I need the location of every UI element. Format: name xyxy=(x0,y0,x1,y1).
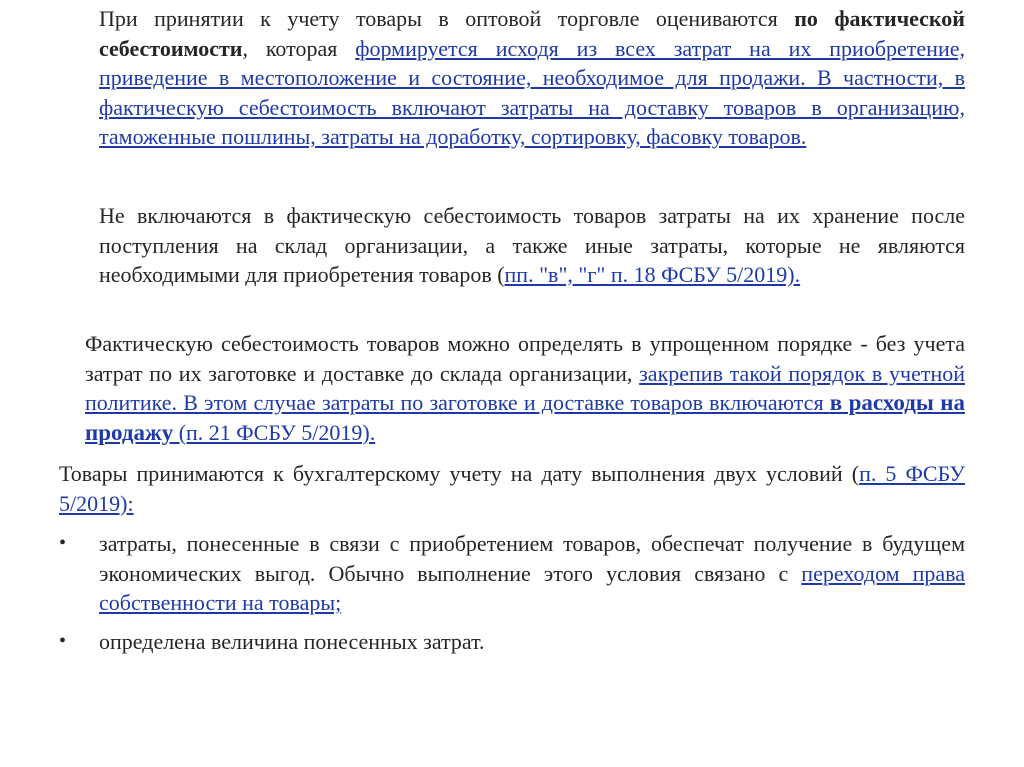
link-ownership-transfer[interactable]: переходом права собственности на товары; xyxy=(99,560,965,615)
list-item-text xyxy=(99,529,965,618)
link-bold-text: в расходы на продажу xyxy=(85,390,965,445)
link-fsbu-p18[interactable]: пп. "в", "г" п. 18 ФСБУ 5/2019). xyxy=(504,262,801,287)
paragraph-not-included xyxy=(99,201,965,290)
text: Товары принимаются к бухгалтерскому учету на дату выполнения двух условий ( xyxy=(59,461,860,486)
text: , которая xyxy=(242,35,356,61)
text: Фактическую себестоимость товаров можно определять в упрощенном порядке - без учета затрат по их заготовке и доставке до склада организации, xyxy=(85,331,965,386)
bullet-icon: • xyxy=(59,532,67,554)
text: При принятии к учету товары в оптовой торговле оцениваются xyxy=(99,6,795,31)
paragraph-simplified xyxy=(85,329,965,447)
paragraph-valuation xyxy=(99,4,965,152)
link-fsbu-p5[interactable]: п. 5 ФСБУ 5/2019): xyxy=(59,461,966,516)
bold-term: по фактической себестоимости xyxy=(99,6,965,61)
text: Не включаются в фактическую себестоимость товаров затраты на их хранение после поступления на склад организации, а также иные затраты, которые не являются необходимыми для приобретения товаров ( xyxy=(99,203,965,287)
text: затраты, понесенные в связи с приобретением товаров, обеспечат получение в будущем экономических выгод. Обычно выполнение этого условия связано с xyxy=(99,531,965,586)
link-cost-formation[interactable]: формируется исходя из всех затрат на их приобретение, приведение в местоположение и состояние, необходимое для продажи. В частности, в фактическую себестоимость включают затраты на доставку товаров в организацию, таможенные пошлины, затраты на доработку, сортировку, фасовку товаров. xyxy=(99,35,965,149)
text: определена величина понесенных затрат. xyxy=(99,629,485,654)
link-text: (п. 21 ФСБУ 5/2019). xyxy=(173,419,376,445)
bullet-icon: • xyxy=(59,630,67,652)
list-item-text xyxy=(99,627,965,657)
link-text: закрепив такой порядок в учетной политике. В этом случае затраты по заготовке и доставке товаров включаются xyxy=(85,360,966,415)
paragraph-recognition xyxy=(59,459,965,518)
